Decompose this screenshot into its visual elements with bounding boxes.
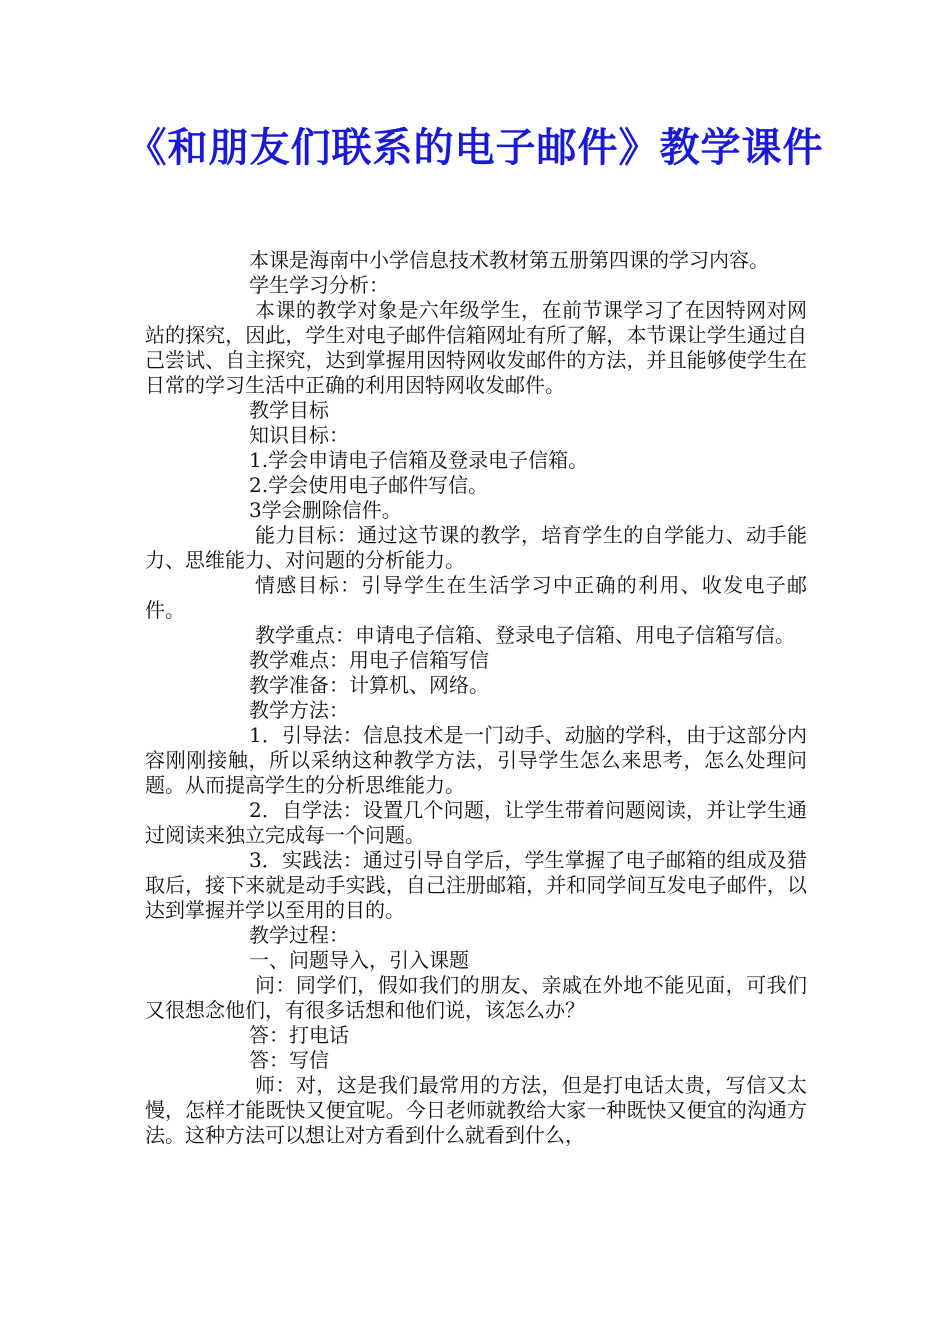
paragraph-method-1: 1．引导法：信息技术是一门动手、动脑的学科，由于这部分内容刚刚接触，所以采纳这种教学方法，引导学生怎么来思考，怎么处理问题。从而提高学生的分析思维能力。	[145, 723, 807, 797]
paragraph-intro: 本课是海南中小学信息技术教材第五册第四课的学习内容。	[249, 248, 769, 272]
paragraph-methods-heading: 教学方法：	[249, 698, 349, 722]
paragraph-student-analysis-heading: 学生学习分析：	[249, 273, 389, 297]
paragraph-knowledge-goal-2: 2.学会使用电子邮件写信。	[249, 473, 489, 497]
paragraph-method-2: 2．自学法：设置几个问题，让学生带着问题阅读，并让学生通过阅读来独立完成每一个问题。	[145, 798, 807, 847]
paragraph-question: 问：同学们，假如我们的朋友、亲戚在外地不能见面，可我们又很想念他们，有很多话想和他们说，该怎么办？	[145, 973, 807, 1022]
paragraph-preparation: 教学准备：计算机、网络。	[249, 673, 489, 697]
paragraph-emotion-goal: 情感目标：引导学生在生活学习中正确的利用、收发电子邮件。	[145, 573, 807, 622]
paragraph-key-points: 教学重点：申请电子信箱、登录电子信箱、用电子信箱写信。	[255, 623, 795, 647]
paragraph-teaching-goals-heading: 教学目标	[249, 398, 329, 422]
paragraph-method-3: 3．实践法：通过引导自学后，学生掌握了电子邮箱的组成及猎取后，接下来就是动手实践，自己注册邮箱，并和同学间互发电子邮件，以达到掌握并学以至用的目的。	[145, 848, 807, 922]
paragraph-knowledge-goal-3: 3学会删除信件。	[249, 498, 402, 522]
paragraph-answer-1: 答：打电话	[249, 1023, 349, 1047]
paragraph-student-analysis: 本课的教学对象是六年级学生，在前节课学习了在因特网对网站的探究，因此，学生对电子邮件信箱网址有所了解，本节课让学生通过自己尝试、自主探究，达到掌握用因特网收发邮件的方法，并且能够使学生在日常的学习生活中正确的利用因特网收发邮件。	[145, 298, 807, 397]
paragraph-section-1-heading: 一、问题导入，引入课题	[249, 948, 469, 972]
paragraph-answer-2: 答：写信	[249, 1048, 329, 1072]
paragraph-knowledge-goal-1: 1.学会申请电子信箱及登录电子信箱。	[249, 448, 589, 472]
paragraph-knowledge-goals-heading: 知识目标：	[249, 423, 349, 447]
paragraph-teacher: 师：对，这是我们最常用的方法，但是打电话太贵，写信又太慢，怎样才能既快又便宜呢。今日老师就教给大家一种既快又便宜的沟通方法。这种方法可以想让对方看到什么就看到什么，	[145, 1073, 807, 1147]
paragraph-process-heading: 教学过程：	[249, 923, 349, 947]
paragraph-difficult-points: 教学难点：用电子信箱写信	[249, 648, 489, 672]
document-title: 《和朋友们联系的电子邮件》教学课件	[126, 124, 824, 171]
document-body	[145, 248, 807, 1148]
paragraph-ability-goal: 能力目标：通过这节课的教学，培育学生的自学能力、动手能力、思维能力、对问题的分析能力。	[145, 523, 807, 572]
